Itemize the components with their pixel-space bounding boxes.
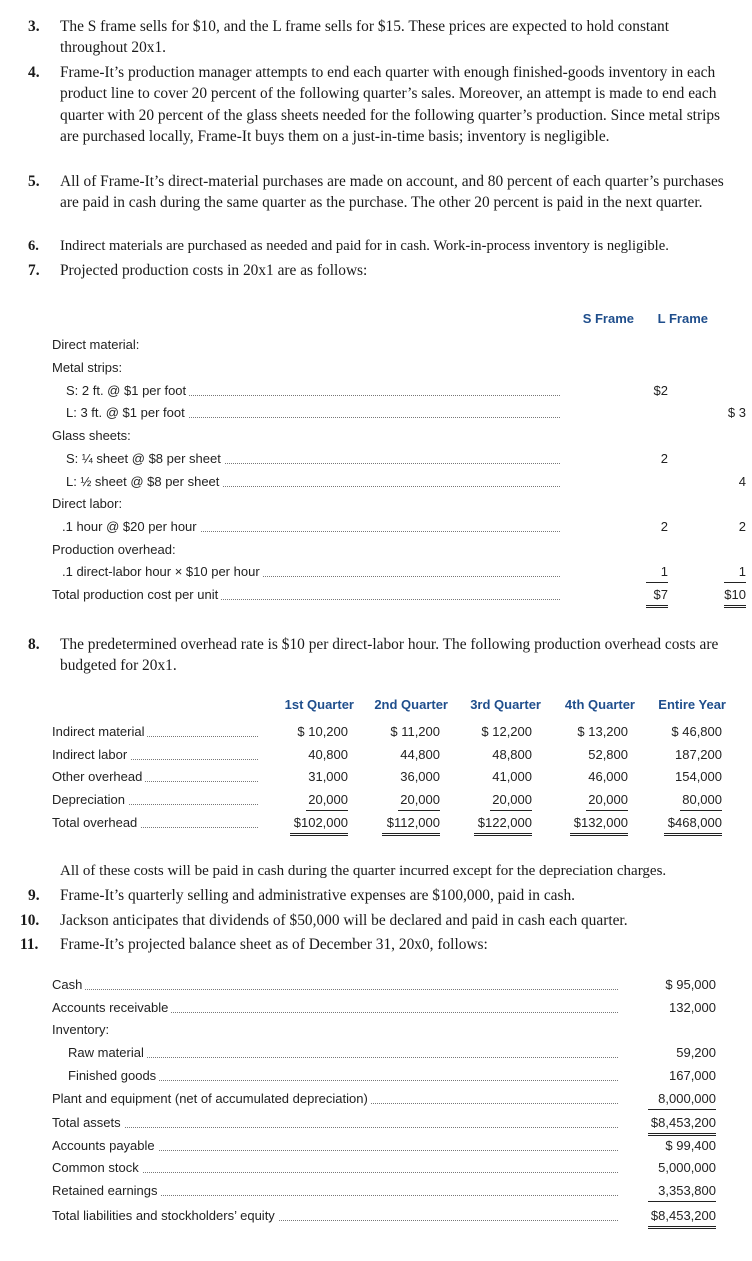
list-item-7 bbox=[28, 260, 740, 281]
table-row bbox=[52, 790, 732, 810]
table-row bbox=[52, 426, 712, 446]
row-label: L: ½ sheet @ $8 per sheet bbox=[66, 472, 222, 492]
item-number: 6. bbox=[28, 238, 39, 254]
total-assets-value: $8,453,200 bbox=[648, 1113, 716, 1136]
row-value: 5,000,000 bbox=[658, 1160, 716, 1175]
l-frame-value: 2 bbox=[738, 519, 746, 534]
item-text: Indirect materials are purchased as needed and paid for in cash. Work-in-process inventory is negligible. bbox=[60, 238, 669, 254]
cell-q2: 20,000 bbox=[398, 790, 440, 811]
s-frame-value: 2 bbox=[660, 451, 668, 466]
s-frame-value: 1 bbox=[646, 562, 668, 583]
row-label: Direct labor: bbox=[52, 494, 125, 514]
item-number: 10. bbox=[20, 912, 40, 929]
header-q2: 2nd Quarter bbox=[374, 697, 448, 712]
table-row bbox=[52, 335, 712, 355]
header-q1: 1st Quarter bbox=[284, 697, 354, 712]
table-row bbox=[52, 494, 712, 514]
header-year: Entire Year bbox=[658, 697, 726, 712]
table-row bbox=[52, 1158, 722, 1178]
list-item-8 bbox=[28, 634, 740, 677]
row-label: Direct material: bbox=[52, 335, 142, 355]
row-label: Indirect material bbox=[52, 722, 147, 742]
cash-note: All of these costs will be paid in cash during the quarter incurred except for the depreciation charges. bbox=[60, 863, 667, 879]
row-label: Accounts receivable bbox=[52, 998, 171, 1018]
cell-q2: 36,000 bbox=[400, 769, 440, 784]
item-number: 4. bbox=[28, 64, 40, 81]
row-label: .1 hour @ $20 per hour bbox=[62, 517, 200, 537]
row-label: Other overhead bbox=[52, 767, 145, 787]
table-row bbox=[52, 449, 712, 469]
cell-q3: 48,800 bbox=[492, 747, 532, 762]
item-number: 9. bbox=[28, 887, 40, 904]
item-text: The predetermined overhead rate is $10 per direct-labor hour. The following production overhead costs are budgeted for 20x1. bbox=[60, 636, 719, 675]
table-row bbox=[52, 472, 746, 492]
row-label: L: 3 ft. @ $1 per foot bbox=[66, 403, 188, 423]
item-number: 5. bbox=[28, 173, 40, 190]
s-frame-value: 2 bbox=[660, 519, 668, 534]
row-label: Finished goods bbox=[68, 1066, 159, 1086]
cell-q1: $102,000 bbox=[290, 813, 348, 836]
cell-q2: 44,800 bbox=[400, 747, 440, 762]
row-label: Production overhead: bbox=[52, 540, 179, 560]
cell-q2: $ 11,200 bbox=[390, 724, 440, 739]
table-row bbox=[52, 517, 746, 537]
cell-q4: 46,000 bbox=[588, 769, 628, 784]
row-label: Depreciation bbox=[52, 790, 128, 810]
row-label: S: ¼ sheet @ $8 per sheet bbox=[66, 449, 224, 469]
cell-q4: $ 13,200 bbox=[577, 724, 628, 739]
row-label: Glass sheets: bbox=[52, 426, 134, 446]
table-row bbox=[52, 998, 722, 1018]
list-item-9 bbox=[28, 885, 740, 906]
s-frame-total: $7 bbox=[646, 585, 668, 608]
row-label: Metal strips: bbox=[52, 358, 125, 378]
cell-q4: 52,800 bbox=[588, 747, 628, 762]
table-row bbox=[52, 358, 712, 378]
list-item-11 bbox=[20, 934, 740, 955]
row-value: 167,000 bbox=[669, 1068, 716, 1083]
row-label: Cash bbox=[52, 975, 85, 995]
row-label: Total production cost per unit bbox=[52, 585, 221, 605]
l-frame-total: $10 bbox=[724, 585, 746, 608]
row-value: 3,353,800 bbox=[648, 1181, 716, 1202]
table-row bbox=[52, 1020, 722, 1040]
cell-q1: 20,000 bbox=[306, 790, 348, 811]
row-label: Indirect labor bbox=[52, 745, 130, 765]
row-label: Total assets bbox=[52, 1113, 124, 1133]
item-text: Frame-It’s quarterly selling and administrative expenses are $100,000, paid in cash. bbox=[60, 887, 576, 904]
header-q4: 4th Quarter bbox=[564, 697, 635, 712]
cell-year: 80,000 bbox=[680, 790, 722, 811]
s-frame-value: $2 bbox=[653, 383, 668, 398]
table-row bbox=[52, 1206, 722, 1226]
list-item-5 bbox=[28, 171, 740, 214]
item-text: Projected production costs in 20x1 are as follows: bbox=[60, 262, 368, 279]
cell-q2: $112,000 bbox=[382, 813, 440, 836]
header-q3: 3rd Quarter bbox=[470, 697, 541, 712]
header-s-frame: S Frame bbox=[582, 311, 634, 326]
row-label: Plant and equipment (net of accumulated depreciation) bbox=[52, 1089, 371, 1109]
l-frame-value: $ 3 bbox=[727, 405, 746, 420]
table-row bbox=[52, 1181, 722, 1201]
row-label: .1 direct-labor hour × $10 per hour bbox=[62, 562, 263, 582]
l-frame-value: 4 bbox=[738, 474, 746, 489]
cell-year: 154,000 bbox=[675, 769, 722, 784]
row-label: Accounts payable bbox=[52, 1136, 158, 1156]
total-liabilities-value: $8,453,200 bbox=[648, 1206, 716, 1229]
table-row bbox=[52, 767, 732, 787]
row-label: S: 2 ft. @ $1 per foot bbox=[66, 381, 189, 401]
row-value: 132,000 bbox=[669, 1000, 716, 1015]
item-number: 3. bbox=[28, 18, 40, 35]
list-item-10 bbox=[20, 910, 740, 931]
row-value: 8,000,000 bbox=[648, 1089, 716, 1110]
item-text: The S frame sells for $10, and the L frame sells for $15. These prices are expected to hold constant throughout 20x1. bbox=[60, 18, 670, 57]
cell-q3: 20,000 bbox=[490, 790, 532, 811]
list-item-6 bbox=[28, 236, 740, 257]
item-number: 8. bbox=[28, 636, 40, 653]
table-row bbox=[52, 722, 732, 742]
cell-q4: $132,000 bbox=[570, 813, 628, 836]
table-row bbox=[52, 1089, 722, 1109]
list-item-4 bbox=[28, 62, 740, 148]
cell-year: $468,000 bbox=[664, 813, 722, 836]
item-number: 7. bbox=[28, 262, 40, 279]
cell-q3: $122,000 bbox=[474, 813, 532, 836]
cell-q1: 31,000 bbox=[308, 769, 348, 784]
item-text: Frame-It’s production manager attempts to end each quarter with enough finished-goods inventory in each product line to cover 20 percent of the following quarter’s sales. Moreover, an attempt is made to end each quarter with 20 percent of the glass sheets needed for the following quarter’s production. Since metal strips are purchased locally, Frame-It buys them on a just-in-time basis; inventory is negligible. bbox=[60, 64, 721, 146]
table-row bbox=[52, 381, 712, 401]
header-l-frame: L Frame bbox=[657, 311, 708, 326]
cell-year: $ 46,800 bbox=[671, 724, 722, 739]
table-row bbox=[52, 1043, 722, 1063]
table-row bbox=[52, 1113, 722, 1133]
list-item-3 bbox=[28, 16, 740, 59]
table-row bbox=[52, 1066, 722, 1086]
table-row bbox=[52, 745, 732, 765]
table-row bbox=[52, 1136, 722, 1156]
row-label: Common stock bbox=[52, 1158, 142, 1178]
item-text: Frame-It’s projected balance sheet as of December 31, 20x0, follows: bbox=[60, 936, 488, 953]
row-label: Raw material bbox=[68, 1043, 147, 1063]
item-number: 11. bbox=[20, 936, 39, 953]
row-value: $ 95,000 bbox=[665, 977, 716, 992]
cell-q1: $ 10,200 bbox=[297, 724, 348, 739]
l-frame-value: 1 bbox=[724, 562, 746, 583]
item-text: Jackson anticipates that dividends of $50,000 will be declared and paid in cash each quarter. bbox=[60, 912, 628, 929]
table-row bbox=[52, 403, 746, 423]
row-label: Total overhead bbox=[52, 813, 140, 833]
cell-q4: 20,000 bbox=[586, 790, 628, 811]
row-label: Retained earnings bbox=[52, 1181, 161, 1201]
row-value: 59,200 bbox=[676, 1045, 716, 1060]
row-label: Inventory: bbox=[52, 1020, 112, 1040]
item-text: All of Frame-It’s direct-material purchases are made on account, and 80 percent of each quarter’s purchases are paid in cash during the same quarter as the purchase. The other 20 percent is paid in the next quarter. bbox=[60, 173, 724, 212]
cell-q3: $ 12,200 bbox=[481, 724, 532, 739]
table-row bbox=[52, 813, 732, 833]
cell-q1: 40,800 bbox=[308, 747, 348, 762]
table-row bbox=[52, 975, 722, 995]
table-row bbox=[52, 562, 746, 582]
row-label: Total liabilities and stockholders’ equity bbox=[52, 1206, 278, 1226]
table-row bbox=[52, 540, 712, 560]
cell-q3: 41,000 bbox=[492, 769, 532, 784]
row-value: $ 99,400 bbox=[665, 1138, 716, 1153]
table-row bbox=[52, 585, 746, 605]
cell-year: 187,200 bbox=[675, 747, 722, 762]
